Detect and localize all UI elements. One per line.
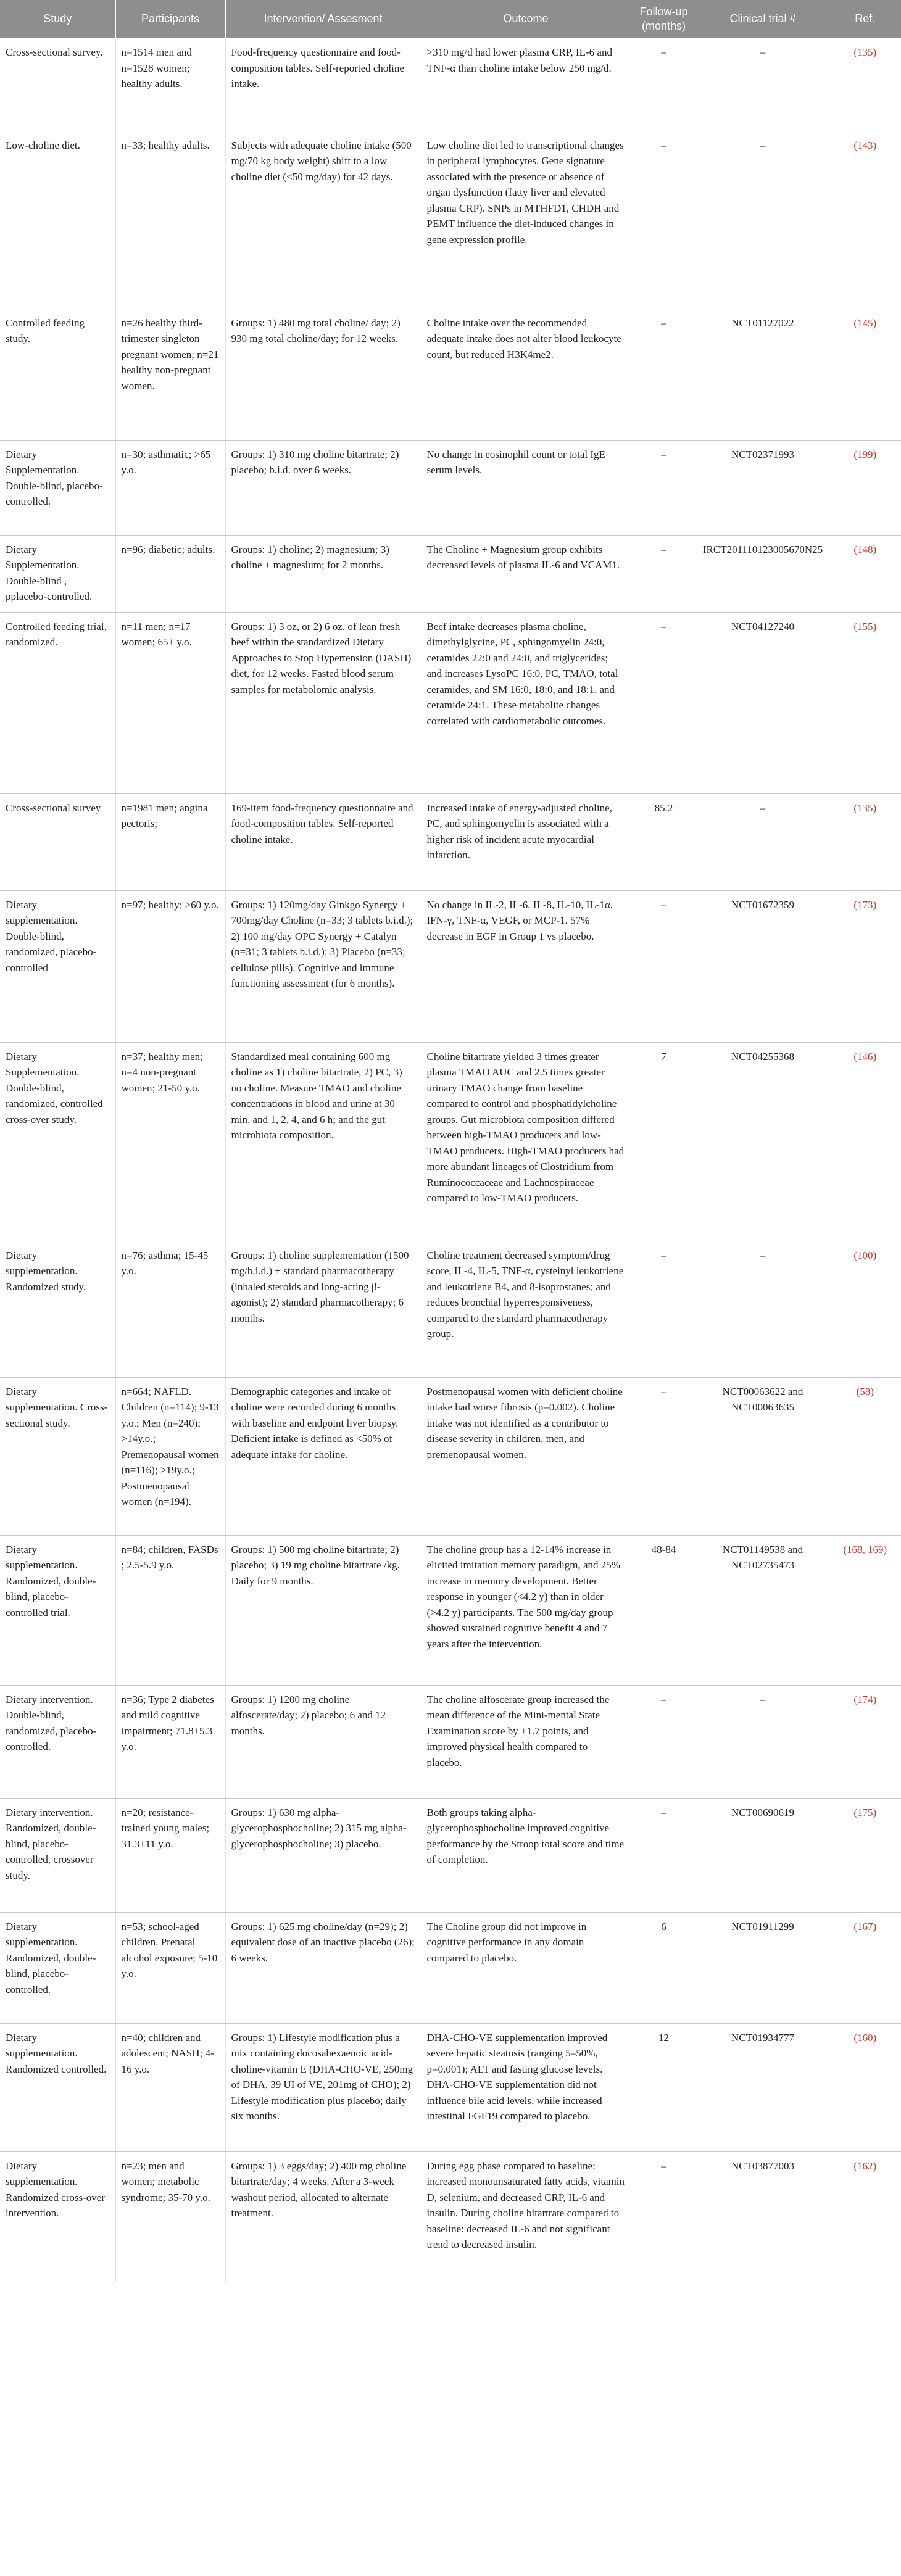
cell-intervention: Groups: 1) 630 mg alpha-glycerophosphocholine; 2) 315 mg alpha-glycerophosphocholine; 3) placebo. <box>225 1798 421 1912</box>
cell-intervention: Groups: 1) choline; 2) magnesium; 3) choline + magnesium; for 2 months. <box>225 535 421 612</box>
cell-study: Dietary Supplementation. Double-blind, randomized, controlled cross-over study. <box>0 1042 115 1241</box>
cell-intervention: Groups: 1) 1200 mg choline alfoscerate/day; 2) placebo; 6 and 12 months. <box>225 1685 421 1798</box>
cell-outcome: The choline group has a 12-14% increase in elicited imitation memory paradigm, and 25% increase in memory development. Better response in younger (<4.2 y) than in older (>4.2 y) participants. The 500 mg/day group showed sustained cognitive benefit 4 and 7 years after the intervention. <box>421 1535 631 1685</box>
cell-participants: n=11 men; n=17 women; 65+ y.o. <box>115 612 225 793</box>
cell-trial: – <box>697 38 829 131</box>
table-row <box>0 1377 901 1535</box>
cell-trial: NCT04127240 <box>697 612 829 793</box>
cell-intervention: Groups: 1) choline supplementation (1500 mg/b.i.d.) + standard pharmacotherapy (inhaled steroids and long-acting β-agonist); 2) standard pharmacotherapy; 6 months. <box>225 1241 421 1377</box>
cell-trial: NCT04255368 <box>697 1042 829 1241</box>
cell-intervention: Subjects with adequate choline intake (500 mg/70 kg body weight) shift to a low choline diet (<50 mg/day) for 42 days. <box>225 131 421 309</box>
table-row <box>0 1912 901 2023</box>
cell-followup: 7 <box>631 1042 697 1241</box>
cell-ref-link[interactable]: (100) <box>829 1241 901 1377</box>
cell-intervention: Groups: 1) 625 mg choline/day (n=29); 2) equivalent dose of an inactive placebo (26); 6 weeks. <box>225 1912 421 2023</box>
cell-participants: n=96; diabetic; adults. <box>115 535 225 612</box>
cell-participants: n=26 healthy third-trimester singleton pregnant women; n=21 healthy non-pregnant women. <box>115 309 225 440</box>
cell-ref-link[interactable]: (155) <box>829 612 901 793</box>
cell-participants: n=30; asthmatic; >65 y.o. <box>115 440 225 535</box>
cell-outcome: The choline alfoscerate group increased the mean difference of the Mini-mental State Examination score by +1.7 points, and improved physical health compared to placebo. <box>421 1685 631 1798</box>
cell-ref-link[interactable]: (175) <box>829 1798 901 1912</box>
cell-study: Dietary supplementation. Randomized, double-blind, placebo-controlled trial. <box>0 1535 115 1685</box>
cell-outcome: Choline bitartrate yielded 3 times greater plasma TMAO AUC and 2.5 times greater urinary TMAO change from baseline compared to control and phosphatidylcholine groups. Gut microbiota composition differed between high-TMAO producers and low-TMAO producers. High-TMAO producers had more abundant lineages of Clostridium from Ruminococcaceae and Lachnospiraceae compared to low-TMAO producers. <box>421 1042 631 1241</box>
cell-trial: NCT03877003 <box>697 2151 829 2282</box>
cell-participants: n=53; school-aged children. Prenatal alcohol exposure; 5-10 y.o. <box>115 1912 225 2023</box>
cell-ref-link[interactable]: (199) <box>829 440 901 535</box>
header-study: Study <box>0 0 115 38</box>
cell-ref-link[interactable]: (135) <box>829 793 901 890</box>
cell-study: Dietary intervention. Double-blind, randomized, placebo-controlled. <box>0 1685 115 1798</box>
cell-study: Dietary supplementation. Double-blind, randomized, placebo-controlled <box>0 890 115 1042</box>
cell-followup: – <box>631 131 697 309</box>
cell-study: Controlled feeding trial, randomized. <box>0 612 115 793</box>
cell-participants: n=36; Type 2 diabetes and mild cognitive impairment; 71.8±5.3 y.o. <box>115 1685 225 1798</box>
table-row <box>0 38 901 131</box>
cell-participants: n=84; children, FASDs ; 2.5-5.9 y.o. <box>115 1535 225 1685</box>
cell-ref-link[interactable]: (143) <box>829 131 901 309</box>
cell-intervention: Groups: 1) 120mg/day Ginkgo Synergy + 700mg/day Choline (n=33; 3 tablets b.i.d.); 2) 100 mg/day OPC Synergy + Catalyn (n=31; 3 tablets b.i.d.); 3) Placebo (n=33; cellulose pills). Cognitive and immune functioning assessment (for 6 months). <box>225 890 421 1042</box>
cell-outcome: Low choline diet led to transcriptional changes in peripheral lymphocytes. Gene signature associated with the presence or absence of organ dysfunction (fatty liver and elevated plasma CRP). SNPs in MTHFD1, CHDH and PEMT influence the diet-induced changes in gene expression profile. <box>421 131 631 309</box>
cell-study: Dietary supplementation. Randomized controlled. <box>0 2023 115 2151</box>
header-clinical-trial: Clinical trial # <box>697 0 829 38</box>
cell-outcome: Increased intake of energy-adjusted choline, PC, and sphingomyelin is associated with a higher risk of incident acute myocardial infarction. <box>421 793 631 890</box>
cell-followup: – <box>631 1241 697 1377</box>
cell-participants: n=1514 men and n=1528 women; healthy adults. <box>115 38 225 131</box>
cell-study: Dietary Supplementation. Double-blind , pplacebo-controlled. <box>0 535 115 612</box>
cell-ref-link[interactable]: (162) <box>829 2151 901 2282</box>
cell-trial: NCT00063622 and NCT00063635 <box>697 1377 829 1535</box>
table-row <box>0 440 901 535</box>
cell-followup: – <box>631 38 697 131</box>
cell-outcome: DHA-CHO-VE supplementation improved severe hepatic steatosis (ranging 5–50%, p=0.001); ALT and fasting glucose levels. DHA-CHO-VE supplementation did not influence bile acid levels, while increased intestinal FGF19 compared to placebo. <box>421 2023 631 2151</box>
cell-ref-link[interactable]: (173) <box>829 890 901 1042</box>
table-row <box>0 535 901 612</box>
cell-outcome: No change in IL-2, IL-6, IL-8, IL-10, IL-1α, IFN-γ, TNF-α, VEGF, or MCP-1. 57% decrease in EGF in Group 1 vs placebo. <box>421 890 631 1042</box>
table-row <box>0 1535 901 1685</box>
cell-participants: n=20; resistance-trained young males; 31.3±11 y.o. <box>115 1798 225 1912</box>
cell-outcome: No change in eosinophil count or total IgE serum levels. <box>421 440 631 535</box>
table-row <box>0 612 901 793</box>
cell-outcome: Postmenopausal women with deficient choline intake had worse fibrosis (p=0.002). Choline intake was not identified as a contributor to disease severity in children, men, and premenopausal women. <box>421 1377 631 1535</box>
cell-study: Dietary supplementation. Cross-sectional study. <box>0 1377 115 1535</box>
table-row <box>0 1798 901 1912</box>
cell-outcome: Choline intake over the recommended adequate intake does not alter blood leukocyte count, but reduced H3K4me2. <box>421 309 631 440</box>
cell-outcome: During egg phase compared to baseline: increased monounsaturated fatty acids, vitamin D, selenium, and decreased CRP, IL-6 and insulin. During choline bitartrate compared to baseline: decreased IL-6 and not significant trend to decreased insulin. <box>421 2151 631 2282</box>
cell-intervention: Demographic categories and intake of choline were recorded during 6 months with baseline and endpoint liver biopsy. Deficient intake is defined as <50% of adequate intake for choline. <box>225 1377 421 1535</box>
cell-trial: NCT01911299 <box>697 1912 829 2023</box>
cell-ref-link[interactable]: (148) <box>829 535 901 612</box>
cell-followup: – <box>631 2151 697 2282</box>
cell-intervention: Groups: 1) 480 mg total choline/ day; 2) 930 mg total choline/day; for 12 weeks. <box>225 309 421 440</box>
cell-outcome: >310 mg/d had lower plasma CRP, IL-6 and TNF-α than choline intake below 250 mg/d. <box>421 38 631 131</box>
cell-followup: – <box>631 1377 697 1535</box>
cell-followup: – <box>631 612 697 793</box>
cell-study: Cross-sectional survey. <box>0 38 115 131</box>
cell-study: Low-choline diet. <box>0 131 115 309</box>
cell-trial: NCT01149538 and NCT02735473 <box>697 1535 829 1685</box>
header-ref: Ref. <box>829 0 901 38</box>
cell-study: Controlled feeding study. <box>0 309 115 440</box>
header-row <box>0 0 901 38</box>
cell-participants: n=37; healthy men; n=4 non-pregnant women; 21-50 y.o. <box>115 1042 225 1241</box>
cell-intervention: Groups: 1) 3 oz, or 2) 6 oz, of lean fresh beef within the standardized Dietary Approaches to Stop Hypertension (DASH) diet, for 12 weeks. Fasted blood serum samples for metabolomic analysis. <box>225 612 421 793</box>
cell-intervention: Groups: 1) 3 eggs/day; 2) 400 mg choline bitartrate/day; 4 weeks. After a 3-week washout period, allocated to alternate treatment. <box>225 2151 421 2282</box>
cell-study: Dietary supplementation. Randomized, double-blind, placebo-controlled. <box>0 1912 115 2023</box>
cell-intervention: Groups: 1) 310 mg choline bitartrate; 2) placebo; b.i.d. over 6 weeks. <box>225 440 421 535</box>
cell-participants: n=76; asthma; 15-45 y.o. <box>115 1241 225 1377</box>
cell-outcome: The Choline group did not improve in cognitive performance in any domain compared to placebo. <box>421 1912 631 2023</box>
cell-outcome: Choline treatment decreased symptom/drug score, IL-4, IL-5, TNF-α, cysteinyl leukotriene and leukotriene B4, and 8-isoprostanes; and reduces bronchial hyperresponsiveness, compared to the standard pharmacotherapy group. <box>421 1241 631 1377</box>
cell-ref-link[interactable]: (167) <box>829 1912 901 2023</box>
cell-followup: – <box>631 1798 697 1912</box>
table-row <box>0 2023 901 2151</box>
cell-followup: 6 <box>631 1912 697 2023</box>
cell-trial: – <box>697 793 829 890</box>
cell-study: Dietary Supplementation. Double-blind, placebo-controlled. <box>0 440 115 535</box>
cell-trial: – <box>697 131 829 309</box>
header-participants: Participants <box>115 0 225 38</box>
cell-ref-link[interactable]: (160) <box>829 2023 901 2151</box>
table-row <box>0 890 901 1042</box>
cell-participants: n=33; healthy adults. <box>115 131 225 309</box>
cell-intervention: Standardized meal containing 600 mg choline as 1) choline bitartrate, 2) PC, 3) no choline. Measure TMAO and choline concentrations in blood and urine at 30 min, and 1, 2, 4, and 6 h; and the gut microbiota composition. <box>225 1042 421 1241</box>
cell-intervention: Groups: 1) Lifestyle modification plus a mix containing docosahexaenoic acid-choline-vitamin E (DHA-CHO-VE, 250mg of DHA, 39 UI of VE, 201mg of CHO); 2) Lifestyle modification plus placebo; daily six months. <box>225 2023 421 2151</box>
cell-trial: NCT00690619 <box>697 1798 829 1912</box>
cell-intervention: Groups: 1) 500 mg choline bitartrate; 2) placebo; 3) 19 mg choline bitartrate /kg. Daily for 9 months. <box>225 1535 421 1685</box>
header-intervention: Intervention/ Assesment <box>225 0 421 38</box>
cell-followup: – <box>631 535 697 612</box>
cell-followup: – <box>631 1685 697 1798</box>
cell-trial: NCT02371993 <box>697 440 829 535</box>
cell-trial: – <box>697 1685 829 1798</box>
table-row <box>0 309 901 440</box>
cell-followup: – <box>631 890 697 1042</box>
table-row <box>0 793 901 890</box>
cell-study: Dietary supplementation. Randomized study. <box>0 1241 115 1377</box>
cell-followup: – <box>631 309 697 440</box>
cell-outcome: Both groups taking alpha-glycerophosphocholine improved cognitive performance by the Stroop total score and time of completion. <box>421 1798 631 1912</box>
cell-trial: NCT01127022 <box>697 309 829 440</box>
cell-participants: n=40; children and adolescent; NASH; 4-16 y.o. <box>115 2023 225 2151</box>
cell-trial: NCT01672359 <box>697 890 829 1042</box>
cell-participants: n=1981 men; angina pectoris; <box>115 793 225 890</box>
cell-ref-link[interactable]: (145) <box>829 309 901 440</box>
table-row <box>0 1685 901 1798</box>
header-outcome: Outcome <box>421 0 631 38</box>
table-row <box>0 1241 901 1377</box>
cell-intervention: Food-frequency questionnaire and food-composition tables. Self-reported choline intake. <box>225 38 421 131</box>
cell-participants: n=97; healthy; >60 y.o. <box>115 890 225 1042</box>
cell-study: Dietary supplementation. Randomized cross-over intervention. <box>0 2151 115 2282</box>
cell-study: Cross-sectional survey <box>0 793 115 890</box>
cell-trial: NCT01934777 <box>697 2023 829 2151</box>
cell-ref-link[interactable]: (146) <box>829 1042 901 1241</box>
cell-outcome: Beef intake decreases plasma choline, dimethylglycine, PC, sphingomyelin 24:0, ceramides 22:0 and 24:0, and triglycerides; and increases LysoPC 16:0, PC, TMAO, total ceramides, and SM 16:0, 18:0, and 18:1, and ceramide 24:1. These metabolite changes correlated with cardiometabolic outcomes. <box>421 612 631 793</box>
header-followup: Follow-up (months) <box>631 0 697 38</box>
cell-followup: 12 <box>631 2023 697 2151</box>
cell-trial: – <box>697 1241 829 1377</box>
cell-trial: IRCT201110123005670N25 <box>697 535 829 612</box>
cell-ref-link[interactable]: (58) <box>829 1377 901 1535</box>
cell-followup: – <box>631 440 697 535</box>
cell-ref-link[interactable]: (168, 169) <box>829 1535 901 1685</box>
cell-outcome: The Choline + Magnesium group exhibits decreased levels of plasma IL-6 and VCAM1. <box>421 535 631 612</box>
cell-ref-link[interactable]: (135) <box>829 38 901 131</box>
cell-study: Dietary intervention. Randomized, double-blind, placebo-controlled, crossover study. <box>0 1798 115 1912</box>
table-row <box>0 1042 901 1241</box>
cell-ref-link[interactable]: (174) <box>829 1685 901 1798</box>
cell-participants: n=664; NAFLD. Children (n=114); 9-13 y.o.; Men (n=240); >14y.o.; Premenopausal women (n=116); >19y.o.; Postmenopausal women (n=194). <box>115 1377 225 1535</box>
table-row <box>0 2151 901 2282</box>
cell-participants: n=23; men and women; metabolic syndrome; 35-70 y.o. <box>115 2151 225 2282</box>
cell-followup: 85.2 <box>631 793 697 890</box>
table-row <box>0 131 901 309</box>
cell-followup: 48-84 <box>631 1535 697 1685</box>
cell-intervention: 169-item food-frequency questionnaire and food-composition tables. Self-reported choline intake. <box>225 793 421 890</box>
